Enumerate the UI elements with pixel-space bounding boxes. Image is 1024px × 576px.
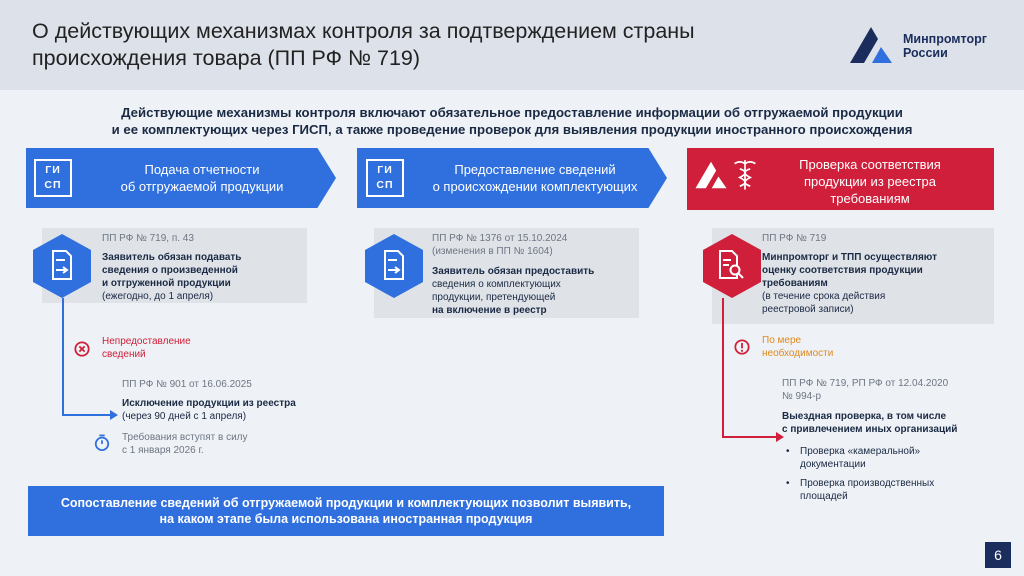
gisp-icon-bottom: СП	[44, 179, 62, 191]
conclusion-line-1: Сопоставление сведений об отгружаемой продукции и комплектующих позволит выявить,	[60, 496, 632, 510]
col3-header-line-3: требованиям	[830, 191, 910, 206]
logo-line-1: Минпромторг	[903, 32, 987, 46]
col2-ref-line-1: ПП РФ № 1376 от 15.10.2024	[432, 233, 568, 244]
bullet-1-line-1: Проверка «камеральной»	[800, 446, 921, 457]
col1-penalty-line-2: сведений	[102, 349, 146, 360]
col1-flow-line	[62, 414, 112, 416]
col2-ref	[432, 232, 567, 258]
col3-header-text	[762, 156, 978, 207]
col1-main-line-3: и отгруженной продукции	[102, 278, 231, 289]
document-arrow-icon	[382, 250, 406, 280]
col1-header-line-2: об отгружаемой продукции	[120, 179, 284, 194]
col3-sub-main-line-2: с привлечением иных организаций	[782, 424, 958, 435]
logo-text	[903, 32, 987, 60]
col1-req-line-2: с 1 января 2026 г.	[122, 445, 204, 456]
col2-ref-line-2: (изменения в ПП № 1604)	[432, 246, 553, 257]
gisp-icon-bottom: СП	[376, 179, 394, 191]
col2-main-line-4: на включение в реестр	[432, 305, 547, 316]
col3-when-line-1: По мере	[762, 335, 802, 346]
col3-main-line-3: требованиям	[762, 278, 828, 289]
col1-sub-note: (через 90 дней с 1 апреля)	[122, 411, 247, 422]
col1-sub-ref: ПП РФ № 901 от 16.06.2025	[122, 379, 252, 390]
col3-sub-ref-line-2: № 994-р	[782, 391, 822, 402]
gisp-icon	[366, 159, 404, 197]
col3-frequency	[762, 334, 833, 360]
col3-main-line-5: реестровой записи)	[762, 304, 854, 315]
col3-ref: ПП РФ № 719	[762, 233, 827, 244]
list-item: •	[786, 478, 790, 489]
col1-penalty-line-1: Непредоставление	[102, 336, 191, 347]
logo-line-2: России	[903, 46, 948, 60]
conclusion-line-2: на каком этапе была использована иностранная продукция	[159, 512, 533, 526]
col2-main-line-1: Заявитель обязан предоставить	[432, 266, 595, 277]
col1-flow-line	[62, 298, 64, 416]
col1-header-text	[84, 161, 320, 195]
bullet-2-line-1: Проверка производственных	[800, 478, 935, 489]
stopwatch-icon	[94, 434, 110, 452]
col3-main-line-1: Минпромторг и ТПП осуществляют	[762, 252, 937, 263]
col3-flow-line	[722, 436, 778, 438]
col1-main-line-4: (ежегодно, до 1 апреля)	[102, 291, 214, 302]
col3-main-line-4: (в течение срока действия	[762, 291, 886, 302]
col2-header-text	[412, 161, 658, 195]
col3-main-line-2: оценку соответствия продукции	[762, 265, 923, 276]
col2-main-line-2: сведения о комплектующих	[432, 279, 561, 290]
col3-sub-ref	[782, 377, 948, 403]
bullet-2-line-2: площадей	[800, 491, 848, 502]
bullet-1-line-2: документации	[800, 459, 866, 470]
col1-req-line-1: Требования вступят в силу	[122, 432, 248, 443]
col1-main-line-1: Заявитель обязан подавать	[102, 252, 242, 263]
caduceus-icon	[732, 156, 758, 192]
col1-penalty	[102, 335, 191, 361]
gisp-icon-top: ГИ	[377, 164, 393, 176]
conclusion-box	[28, 486, 664, 536]
col3-sub-main-line-1: Выездная проверка, в том числе	[782, 411, 947, 422]
intro-text	[20, 104, 1004, 138]
col1-main-line-2: сведения о произведенной	[102, 265, 238, 276]
col3-flow-line	[722, 298, 724, 438]
col2-main-line-3: продукции, претендующей	[432, 292, 556, 303]
gisp-icon-top: ГИ	[45, 164, 61, 176]
page-title: О действующих механизмах контроля за подтверждением страны происхождения товара (ПП РФ № 719)	[32, 19, 695, 70]
col1-requirements	[122, 431, 248, 457]
col2-header-line-2: о происхождении комплектующих	[432, 179, 638, 194]
intro-line-2: и ее комплектующих через ГИСП, а также проведение проверок для выявления продукции иностранного происхождения	[111, 122, 913, 137]
col3-sub-ref-line-1: ПП РФ № 719, РП РФ от 12.04.2020	[782, 378, 949, 389]
col2-header-line-1: Предоставление сведений	[454, 162, 616, 177]
list-item: •	[786, 446, 790, 457]
col3-header-line-2: продукции из реестра	[803, 174, 936, 189]
warning-circle-icon	[734, 339, 750, 355]
minpromtorg-logo-icon	[848, 25, 894, 65]
document-search-icon	[717, 250, 745, 280]
col3-when-line-2: необходимости	[762, 348, 834, 359]
col1-ref: ПП РФ № 719, п. 43	[102, 233, 194, 244]
col2-main-text	[432, 265, 594, 317]
document-arrow-icon	[50, 250, 74, 280]
list-item	[800, 477, 934, 503]
col3-main-text	[762, 251, 937, 316]
col1-header-line-1: Подача отчетности	[144, 162, 260, 177]
page-number: 6	[985, 542, 1011, 568]
col1-sub-main: Исключение продукции из реестра	[122, 398, 296, 409]
col3-header-line-1: Проверка соответствия	[799, 157, 941, 172]
gisp-icon	[34, 159, 72, 197]
col3-sub-main	[782, 410, 957, 436]
intro-line-1: Действующие механизмы контроля включают обязательное предоставление информации об отгружаемой продукции	[121, 105, 903, 120]
minpromtorg-logo-icon	[694, 160, 728, 190]
col1-main-text	[102, 251, 241, 303]
list-item	[800, 445, 920, 471]
error-circle-icon	[74, 341, 90, 357]
